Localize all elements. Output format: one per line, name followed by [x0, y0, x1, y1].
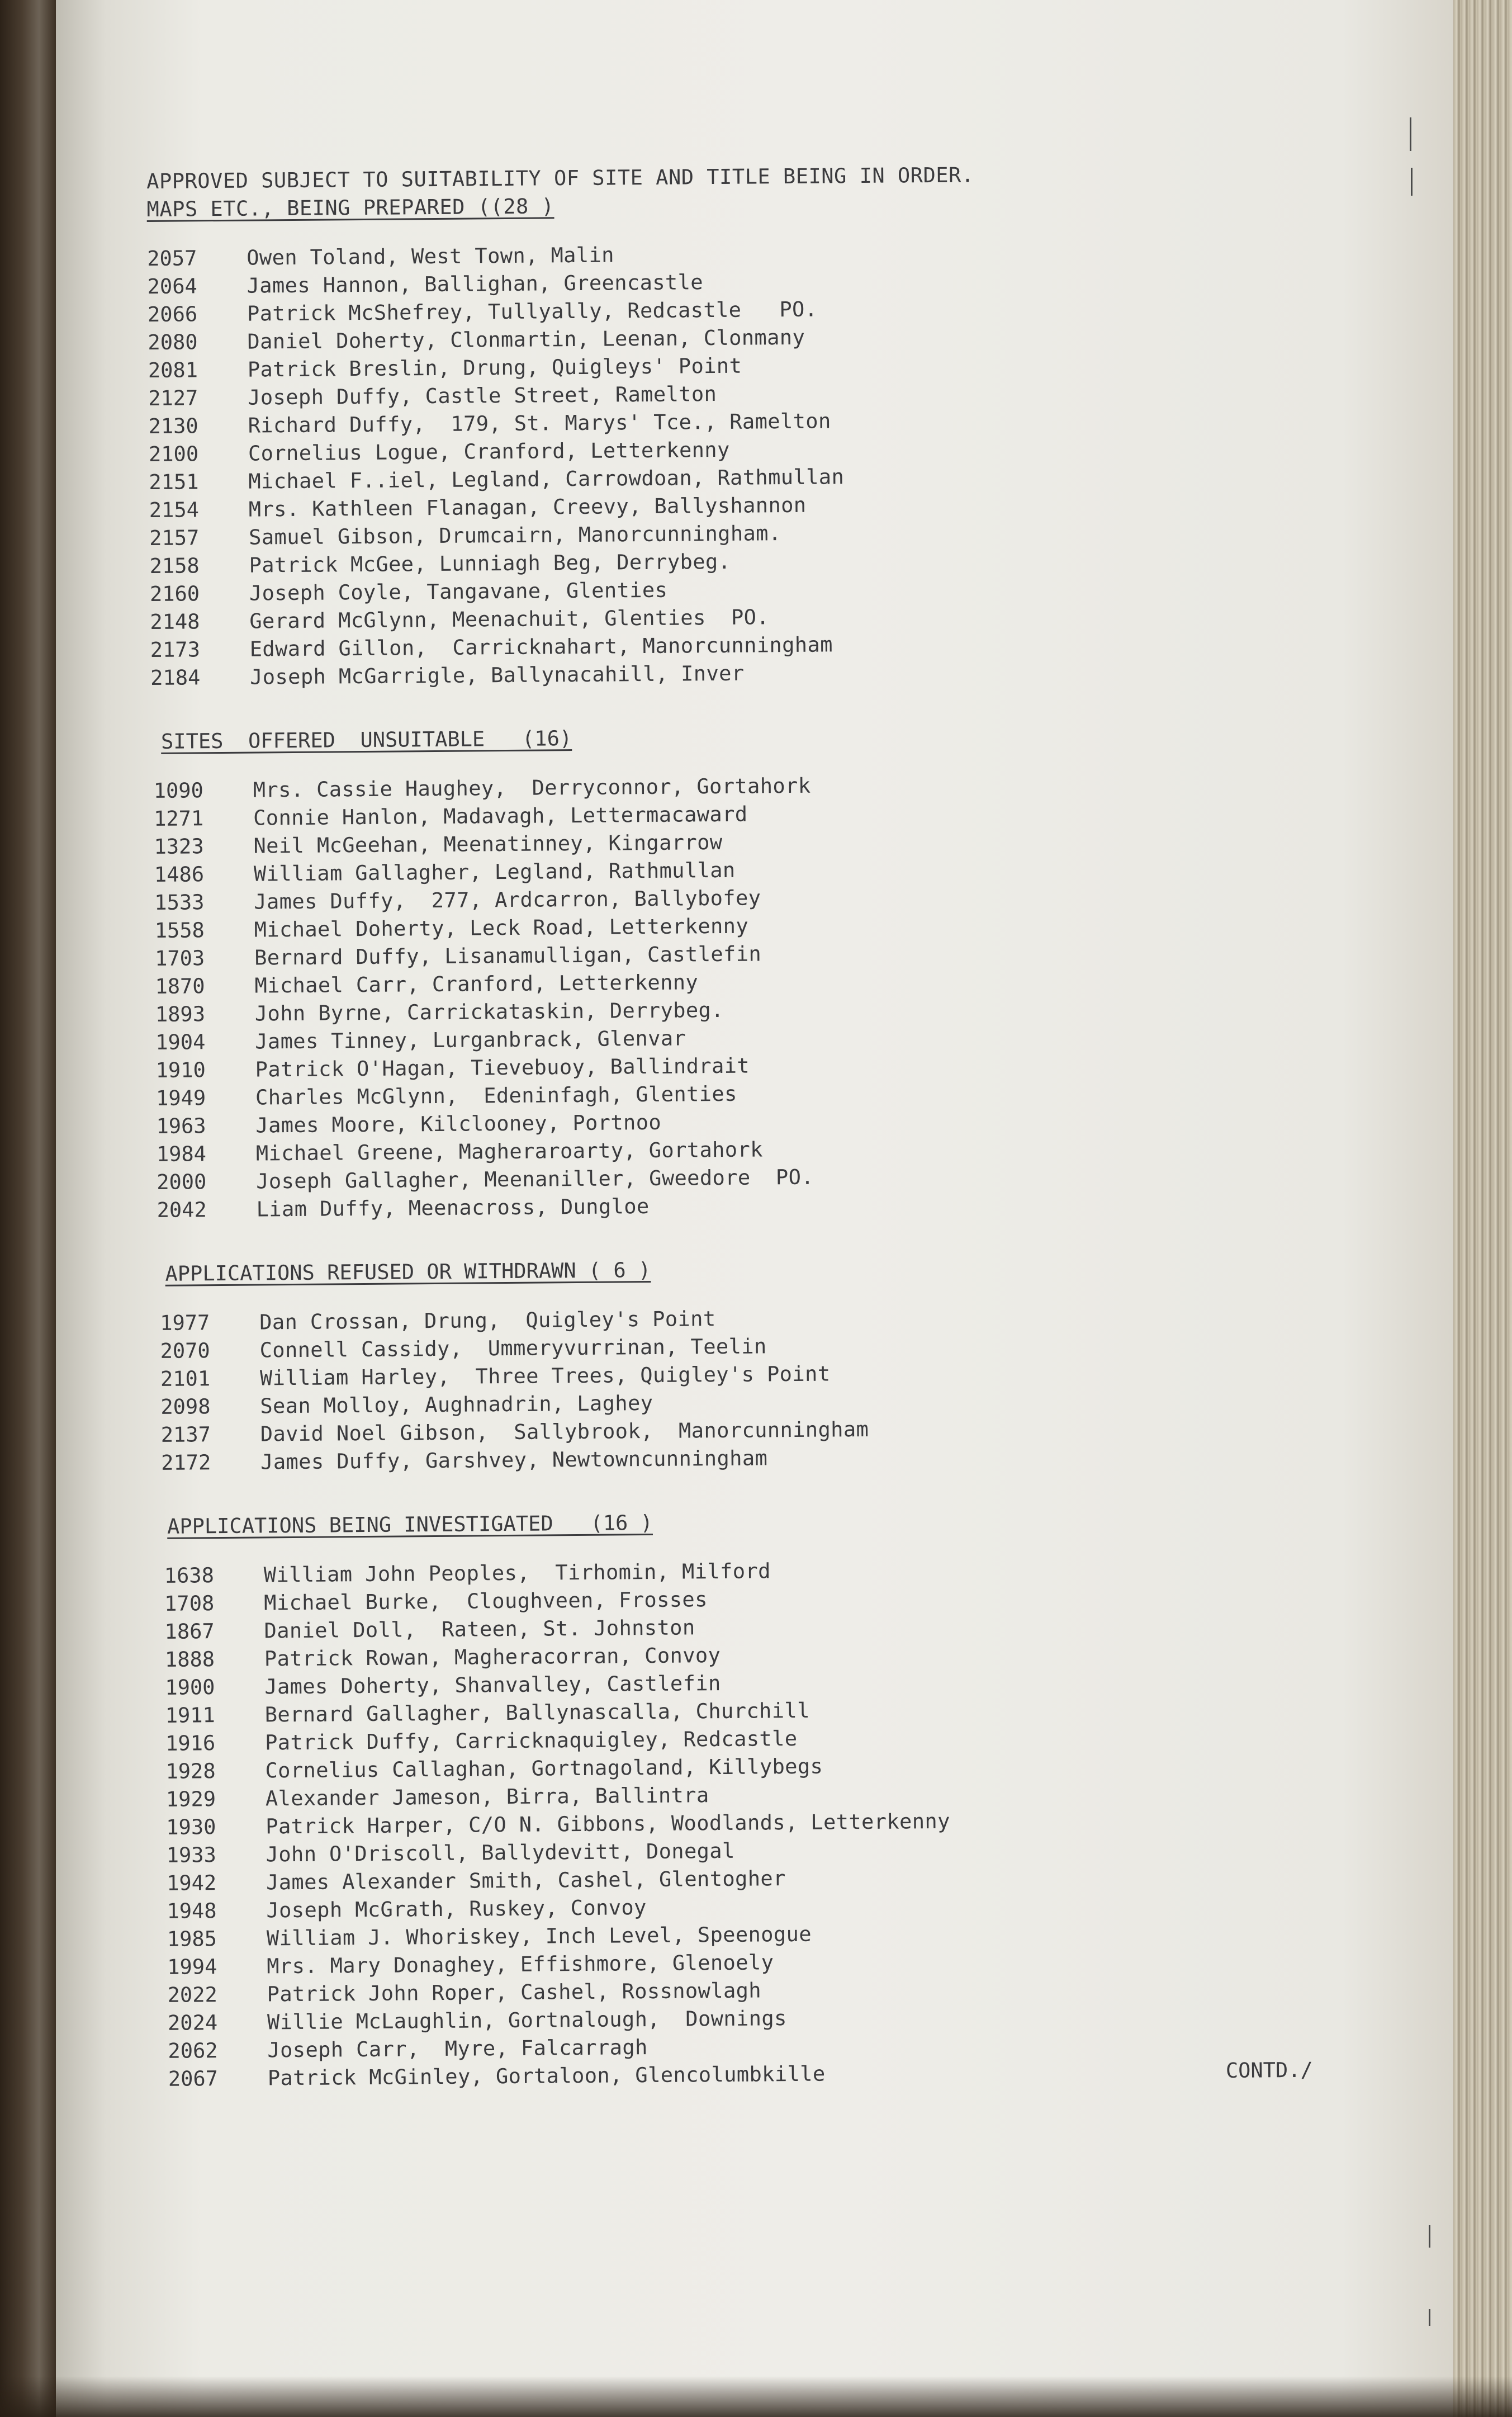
applicant-entry: Neil McGeehan, Meenatinney, Kingarrow	[253, 830, 723, 858]
application-number: 1904	[155, 1030, 206, 1054]
application-list	[164, 1553, 1313, 2093]
applicant-entry: Joseph McGarrigle, Ballynacahill, Inver	[249, 661, 745, 689]
application-number: 2064	[147, 274, 197, 299]
application-number: 2172	[161, 1450, 211, 1475]
applicant-entry: Patrick McGee, Lunniagh Beg, Derrybeg.	[249, 549, 731, 578]
margin-tick-bottom	[1429, 2225, 1430, 2248]
application-number: 2160	[149, 581, 200, 606]
applicant-entry: David Noel Gibson, Sallybrook, Manorcunningham	[260, 1417, 869, 1446]
application-number: 1900	[165, 1675, 215, 1700]
application-number: 1911	[165, 1703, 216, 1728]
application-number: 1948	[167, 1899, 217, 1923]
applicant-entry: Sean Molloy, Aughnadrin, Laghey	[260, 1390, 653, 1418]
applicant-entry: William Harley, Three Trees, Quigley's Point	[259, 1361, 831, 1390]
application-number: 1870	[155, 974, 205, 999]
applicant-entry: Connie Hanlon, Madavagh, Lettermacaward	[253, 802, 748, 830]
section-heading: SITES OFFERED UNSUITABLE (16)	[160, 726, 572, 754]
application-number: 1910	[155, 1058, 206, 1082]
applicant-entry: Patrick Breslin, Drung, Quigleys' Point	[247, 353, 742, 382]
application-number: 1893	[155, 1002, 206, 1027]
applicant-entry: Mrs. Kathleen Flanagan, Creevy, Ballyshannon	[248, 493, 807, 522]
application-number: 2022	[167, 1983, 217, 2007]
applicant-entry: Edward Gillon, Carricknahart, Manorcunningham	[249, 632, 833, 661]
applicant-entry: Richard Duffy, 179, St. Marys' Tce., Ramelton	[248, 409, 831, 438]
application-number: 2098	[160, 1394, 211, 1419]
application-number: 2081	[148, 358, 198, 382]
application-number: 1558	[154, 918, 205, 943]
header-line-1: APPROVED SUBJECT TO SUITABILITY OF SITE AND TITLE BEING IN ORDER.	[146, 163, 974, 193]
applicant-entry: Joseph Gallagher, Meenaniller, Gweedore PO.	[256, 1165, 814, 1194]
application-number: 2067	[168, 2066, 219, 2091]
application-number: 2024	[167, 2011, 218, 2035]
application-number: 1929	[165, 1787, 216, 1811]
applicant-entry: Michael Greene, Magheraroarty, Gortahork	[255, 1137, 764, 1166]
application-number: 1533	[154, 890, 205, 915]
header-line-2: MAPS ETC., BEING PREPARED ((28 )	[146, 194, 554, 221]
application-number: 2154	[149, 498, 200, 522]
application-number: 1977	[160, 1311, 210, 1335]
applicant-entry: Patrick John Roper, Cashel, Rossnowlagh	[267, 1978, 762, 2007]
applicant-entry: Joseph McGrath, Ruskey, Convoy	[266, 1895, 647, 1923]
section-heading: APPLICATIONS REFUSED OR WITHDRAWN ( 6 )	[165, 1257, 651, 1286]
application-number: 1942	[166, 1871, 217, 1895]
application-number: 2066	[147, 302, 198, 327]
application-list	[154, 768, 1273, 1224]
page-stack-edge	[1453, 0, 1512, 2417]
applicant-entry: John Byrne, Carrickataskin, Derrybeg.	[254, 997, 724, 1026]
application-number: 1933	[166, 1843, 216, 1867]
applicant-entry: Dan Crossan, Drung, Quigley's Point	[259, 1307, 716, 1335]
applicant-entry: Patrick Rowan, Magheracorran, Convoy	[264, 1643, 721, 1671]
application-number: 1271	[153, 806, 204, 831]
applicant-entry: Patrick McGinley, Gortaloon, Glencolumbkille	[267, 2061, 826, 2090]
applicant-entry: Willie McLaughlin, Gortnalough, Downings	[267, 2006, 787, 2035]
application-number: 1930	[166, 1815, 216, 1839]
application-list	[147, 236, 1268, 692]
applicant-entry: Michael Carr, Cranford, Letterkenny	[254, 970, 699, 998]
application-number: 2042	[157, 1198, 207, 1222]
application-number: 2158	[149, 554, 200, 578]
applicant-entry: Owen Toland, West Town, Malin	[247, 243, 615, 270]
application-number: 2184	[150, 665, 201, 690]
application-number: 2080	[148, 330, 198, 354]
applicant-entry: Patrick McShefrey, Tullyally, Redcastle PO.	[247, 297, 818, 326]
continued-marker: CONTD./	[1225, 2057, 1313, 2083]
application-number: 1090	[153, 778, 204, 803]
section-2	[155, 1251, 1274, 1477]
margin-tick-top	[1410, 117, 1411, 151]
application-number: 1486	[154, 862, 205, 887]
applicant-entry: Samuel Gibson, Drumcairn, Manorcunningham.	[249, 521, 781, 550]
applicant-entry: Joseph Carr, Myre, Falcarragh	[267, 2035, 648, 2063]
application-number: 2057	[147, 246, 197, 271]
application-number: 2137	[160, 1422, 211, 1447]
application-number: 2101	[160, 1366, 211, 1391]
applicant-entry: James Doherty, Shanvalley, Castlefin	[264, 1671, 721, 1699]
applicant-entry: Cornelius Logue, Cranford, Letterkenny	[248, 437, 730, 466]
application-number: 2127	[148, 386, 198, 410]
applicant-entry: James Tinney, Lurganbrack, Glenvar	[255, 1026, 686, 1054]
application-number: 1323	[154, 834, 204, 859]
application-number: 2151	[149, 470, 199, 494]
application-number: 1888	[164, 1647, 215, 1672]
application-number: 2157	[149, 526, 200, 550]
applicant-entry: Charles McGlynn, Edeninfagh, Glenties	[255, 1081, 737, 1110]
applicant-entry: Joseph Coyle, Tangavane, Glenties	[249, 578, 668, 606]
applicant-entry: James Duffy, Garshvey, Newtowncunningham	[260, 1446, 768, 1474]
application-number: 1703	[154, 946, 205, 971]
margin-tick-top-2	[1411, 168, 1413, 196]
applicant-entry: Gerard McGlynn, Meenachuit, Glenties PO.	[249, 605, 770, 633]
application-number: 1638	[164, 1563, 215, 1588]
application-number: 2173	[150, 637, 201, 662]
applicant-entry: William Gallagher, Legland, Rathmullan	[253, 858, 736, 886]
application-number: 2000	[157, 1170, 207, 1194]
application-number: 2130	[148, 414, 198, 438]
applicant-entry: Bernard Duffy, Lisanamulligan, Castlefin	[254, 942, 762, 970]
applicant-entry: Alexander Jameson, Birra, Ballintra	[265, 1783, 709, 1811]
application-number: 1984	[156, 1142, 207, 1166]
applicant-entry: Bernard Gallagher, Ballynascalla, Churchill	[264, 1698, 810, 1727]
applicant-entry: Patrick O'Hagan, Tievebuoy, Ballindrait	[255, 1053, 750, 1082]
application-number: 1994	[167, 1955, 217, 1979]
applicant-entry: James Moore, Kilclooney, Portnoo	[255, 1110, 662, 1138]
applicant-entry: Michael Doherty, Leck Road, Letterkenny	[254, 914, 749, 942]
application-number: 1708	[164, 1591, 215, 1616]
applicant-entry: Cornelius Callaghan, Gortnagoland, Killybegs	[265, 1754, 823, 1783]
applicant-entry: Connell Cassidy, Ummeryvurrinan, Teelin	[259, 1334, 767, 1363]
applicant-entry: William John Peoples, Tirhomin, Milford	[263, 1559, 771, 1587]
applicant-entry: Joseph Duffy, Castle Street, Ramelton	[248, 382, 717, 410]
application-number: 1963	[156, 1114, 206, 1138]
applicant-entry: Patrick Harper, C/O N. Gibbons, Woodlands, Letterkenny	[266, 1809, 950, 1839]
applicant-entry: Mrs. Mary Donaghey, Effishmore, Glenoely	[267, 1950, 774, 1979]
applicant-entry: Mrs. Cassie Haughey, Derryconnor, Gortahork	[253, 773, 811, 802]
applicant-entry: William J. Whoriskey, Inch Level, Speenogue	[266, 1922, 812, 1951]
applicant-entry: Patrick Duffy, Carricknaquigley, Redcastle	[264, 1726, 798, 1755]
application-number: 1928	[165, 1759, 216, 1784]
sections-container	[147, 236, 1313, 2093]
application-number: 1867	[164, 1619, 215, 1644]
application-number: 1949	[155, 1086, 206, 1110]
applicant-entry: Liam Duffy, Meenacross, Dungloe	[256, 1194, 650, 1222]
section-1	[151, 719, 1273, 1224]
applicant-entry: James Hannon, Ballighаn, Greencastle	[247, 270, 704, 298]
applicant-entry: James Alexander Smith, Cashel, Glentogher	[266, 1866, 786, 1895]
applicant-entry: Michael F..iel, Legland, Carrowdoan, Rathmullan	[248, 465, 845, 494]
application-number: 2148	[150, 609, 200, 634]
application-number: 2100	[148, 442, 199, 466]
application-number: 2070	[160, 1338, 210, 1363]
application-list	[160, 1300, 1274, 1477]
applicant-entry: Daniel Doll, Rateen, St. Johnston	[264, 1615, 695, 1643]
margin-tick-bottom-2	[1429, 2309, 1430, 2326]
applicant-entry: James Duffy, 277, Ardcarron, Ballybofey	[254, 886, 761, 914]
applicant-entry: Michael Burke, Cloughveen, Frosses	[263, 1587, 708, 1615]
bottom-shadow	[0, 2376, 1512, 2417]
section-3	[157, 1504, 1313, 2093]
application-number: 1916	[165, 1731, 216, 1756]
section-heading: APPLICATIONS BEING INVESTIGATED (16 )	[167, 1510, 653, 1539]
applicant-entry: Daniel Doherty, Clonmartin, Leenan, Clonmany	[247, 325, 805, 354]
applicant-entry: John O'Driscoll, Ballydevitt, Donegal	[266, 1838, 735, 1867]
document-text	[146, 159, 1313, 2093]
application-number: 1985	[167, 1927, 217, 1951]
application-number: 2062	[168, 2038, 218, 2063]
section-0	[147, 236, 1268, 692]
